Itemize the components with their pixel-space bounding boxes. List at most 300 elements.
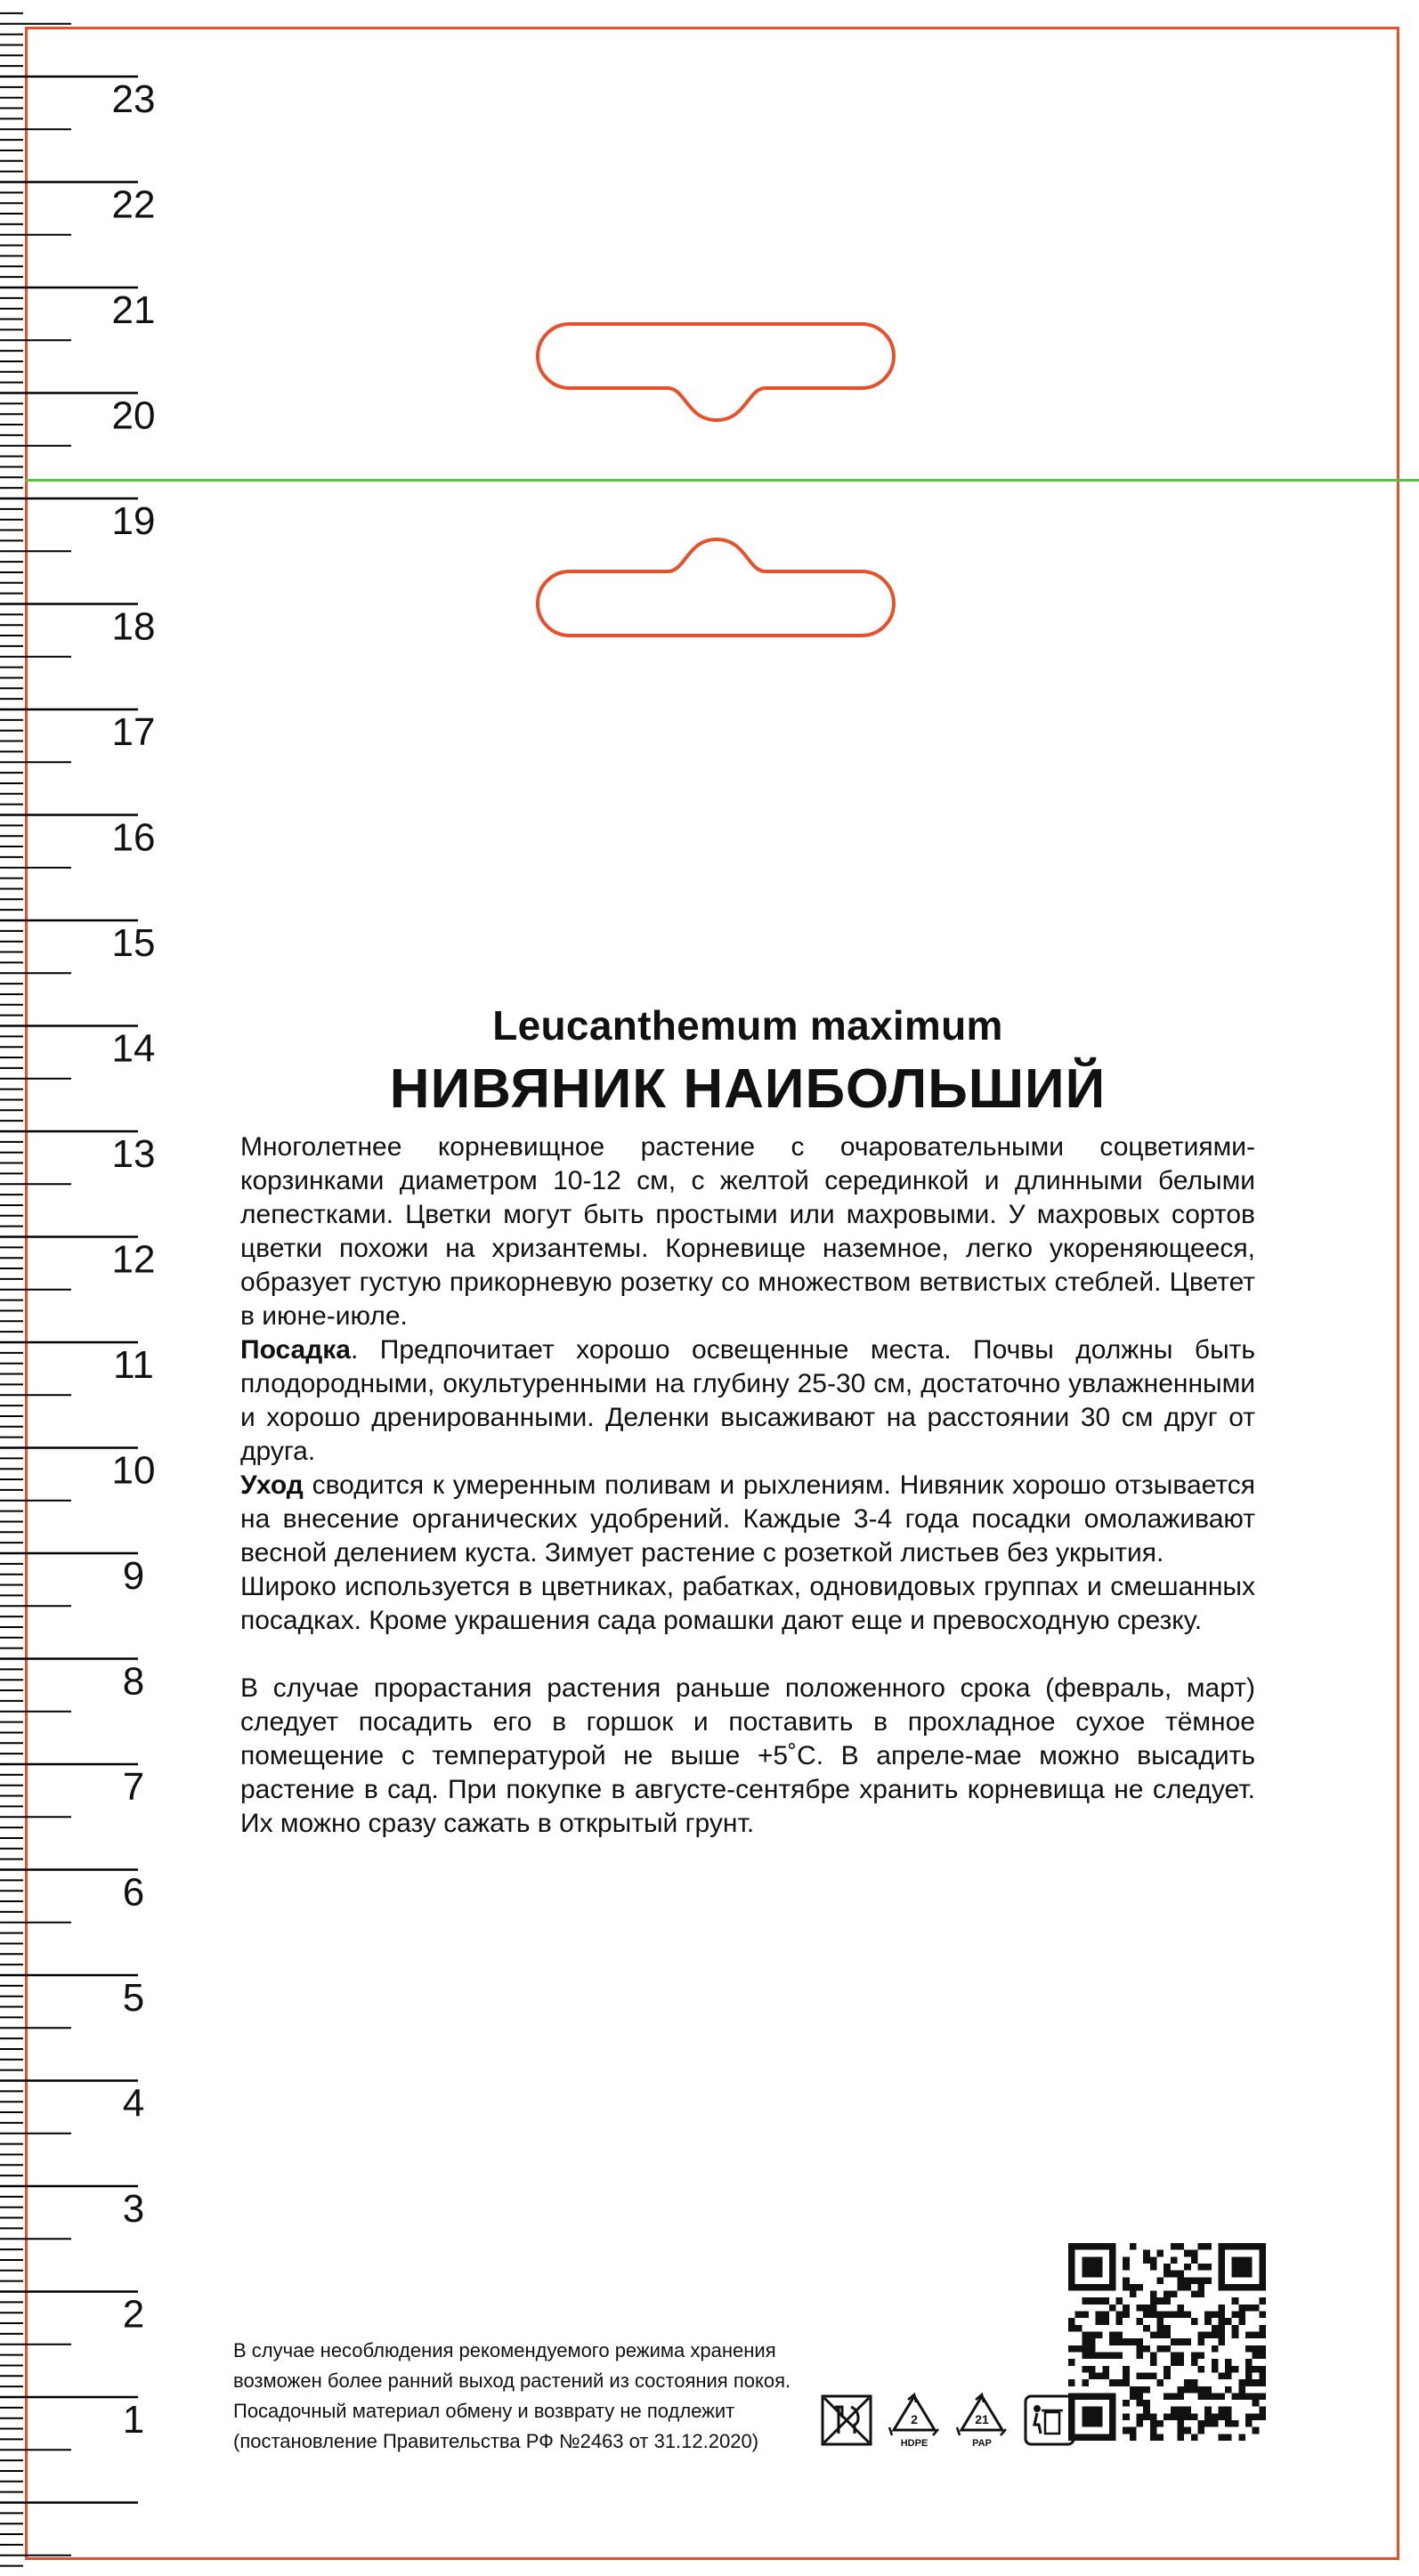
ruler-label: 6 (122, 1870, 145, 1915)
qr-module (1253, 2427, 1260, 2434)
qr-module (1150, 2372, 1157, 2379)
qr-module (1096, 2318, 1103, 2325)
ruler-label: 18 (111, 604, 156, 649)
qr-module (1253, 2413, 1260, 2420)
qr-module (1177, 2243, 1184, 2250)
footnote-line-2: возможен более ранний выход растений из состояния покоя. (233, 2369, 791, 2392)
qr-module (1137, 2413, 1144, 2420)
qr-module (1184, 2264, 1191, 2271)
qr-module (1232, 2332, 1239, 2339)
qr-module (1212, 2325, 1219, 2332)
qr-module (1089, 2338, 1096, 2345)
qr-module (1253, 2400, 1260, 2407)
qr-module (1232, 2366, 1239, 2373)
qr-module (1191, 2352, 1198, 2359)
qr-module (1191, 2413, 1198, 2420)
ruler-label: 16 (111, 815, 156, 860)
qr-module (1177, 2413, 1184, 2420)
recycle-label-hdpe: HDPE (900, 2438, 928, 2449)
qr-module (1171, 2338, 1178, 2345)
qr-module (1204, 2312, 1212, 2319)
qr-module (1164, 2325, 1171, 2332)
qr-module (1245, 2359, 1253, 2366)
qr-module (1164, 2345, 1171, 2353)
qr-module (1123, 2413, 1130, 2420)
qr-module (1225, 2386, 1232, 2394)
qr-module (1109, 2338, 1116, 2345)
care-paragraph (240, 1469, 1255, 1570)
qr-module (1184, 2407, 1191, 2414)
qr-module (1164, 2297, 1171, 2305)
qr-module (1143, 2372, 1150, 2379)
qr-module (1177, 2393, 1184, 2400)
qr-module (1096, 2297, 1103, 2305)
qr-module (1225, 2318, 1232, 2325)
qr-module (1184, 2338, 1191, 2345)
qr-module (1082, 2297, 1089, 2305)
qr-module (1232, 2325, 1239, 2332)
qr-module (1157, 2277, 1164, 2284)
qr-module (1143, 2305, 1150, 2312)
qr-module (1171, 2271, 1178, 2278)
qr-module (1204, 2393, 1212, 2400)
qr-module (1082, 2332, 1089, 2339)
qr-module (1245, 2305, 1253, 2312)
footnote-line-4: (постановление Правительства РФ №2463 от 31.12.2020) (233, 2430, 759, 2452)
qr-module (1259, 2312, 1266, 2319)
qr-module (1150, 2413, 1157, 2420)
qr-module (1259, 2297, 1266, 2305)
qr-module (1123, 2400, 1130, 2407)
qr-module (1171, 2359, 1178, 2366)
qr-module (1082, 2345, 1089, 2353)
qr-module (1109, 2379, 1116, 2386)
qr-module (1123, 2338, 1130, 2345)
qr-module (1143, 2256, 1150, 2264)
qr-module (1238, 2386, 1245, 2394)
qr-module (1232, 2297, 1239, 2305)
qr-module (1253, 2366, 1260, 2373)
qr-module (1150, 2332, 1157, 2339)
qr-module (1212, 2420, 1219, 2427)
qr-module (1102, 2318, 1109, 2325)
ruler-label: 7 (122, 1765, 145, 1809)
qr-module (1164, 2372, 1171, 2379)
qr-module (1137, 2372, 1144, 2379)
qr-module (1218, 2434, 1225, 2441)
qr-module (1177, 2427, 1184, 2434)
qr-module (1245, 2420, 1253, 2427)
qr-module (1259, 2345, 1266, 2353)
qr-module (1123, 2372, 1130, 2379)
ruler-label: 4 (122, 2081, 145, 2126)
qr-module (1075, 2325, 1082, 2332)
recycle-number-hdpe: 2 (911, 2412, 918, 2426)
planting-label: Посадка (240, 1335, 351, 1365)
qr-module (1177, 2407, 1184, 2414)
qr-module (1123, 2256, 1130, 2264)
qr-module (1157, 2250, 1164, 2257)
qr-module (1204, 2264, 1212, 2271)
qr-module (1259, 2352, 1266, 2359)
qr-module (1130, 2434, 1137, 2441)
qr-module (1143, 2325, 1150, 2332)
qr-module (1197, 2277, 1204, 2284)
qr-module (1238, 2434, 1245, 2441)
qr-module (1191, 2379, 1198, 2386)
qr-module (1123, 2427, 1130, 2434)
qr-module (1089, 2332, 1096, 2339)
qr-module (1238, 2379, 1245, 2386)
qr-module (1123, 2305, 1130, 2312)
qr-module (1089, 2366, 1096, 2373)
qr-module (1164, 2366, 1171, 2373)
qr-module (1191, 2256, 1198, 2264)
qr-module (1253, 2393, 1260, 2400)
storage-paragraph: В случае прорастания растения раньше положенного срока (февраль, март) следует посадить его в горшок и поставить в прохладное сухое тёмное помещение с температурой не выше +5˚С. В апреле-мае можно высадить растение в сад. При покупке в августе-сентябре хранить корневища не следует. Их можно сразу сажать в открытый грунт. (240, 1673, 1255, 1838)
qr-module (1150, 2420, 1157, 2427)
qr-module (1197, 2284, 1204, 2291)
ruler-label: 20 (111, 393, 156, 438)
footnote-line-1: В случае несоблюдения рекомендуемого режима хранения (233, 2339, 776, 2361)
qr-module (1197, 2264, 1204, 2271)
qr-module (1150, 2312, 1157, 2319)
footnote-line-3: Посадочный материал обмену и возврату не подлежит (233, 2400, 735, 2422)
qr-module (1259, 2332, 1266, 2339)
care-text: сводится к умеренным поливам и рыхлениям. Нивяник хорошо отзывается на внесение органических удобрений. Каждые 3-4 года посадки омолаживают весной делением куста. Зимует растение с розеткой листьев без укрытия. (240, 1470, 1255, 1567)
qr-module (1218, 2407, 1225, 2414)
qr-module (1089, 2345, 1096, 2353)
ruler-label: 21 (111, 288, 156, 332)
qr-module (1150, 2359, 1157, 2366)
qr-module (1232, 2312, 1239, 2319)
qr-module (1116, 2379, 1123, 2386)
qr-module (1238, 2312, 1245, 2319)
ruler-label: 5 (122, 1976, 145, 2020)
qr-module (1177, 2420, 1184, 2427)
qr-module (1143, 2250, 1150, 2257)
qr-module (1068, 2345, 1075, 2353)
qr-module (1204, 2407, 1212, 2414)
qr-module (1130, 2393, 1137, 2400)
qr-module (1130, 2427, 1137, 2434)
qr-module (1150, 2264, 1157, 2271)
qr-module (1253, 2332, 1260, 2339)
qr-module (1137, 2318, 1144, 2325)
qr-module (1191, 2291, 1198, 2298)
qr-module (1191, 2434, 1198, 2441)
ruler-label: 2 (122, 2292, 145, 2337)
qr-module (1137, 2284, 1144, 2291)
qr-module (1191, 2318, 1198, 2325)
qr-module (1130, 2386, 1137, 2394)
qr-module (1184, 2312, 1191, 2319)
qr-module (1225, 2359, 1232, 2366)
qr-module (1157, 2345, 1164, 2353)
qr-module (1137, 2345, 1144, 2353)
qr-module (1123, 2312, 1130, 2319)
qr-module (1191, 2277, 1198, 2284)
ruler-label: 9 (122, 1554, 145, 1598)
qr-module (1184, 2379, 1191, 2386)
description (240, 1130, 1255, 1841)
qr-module (1171, 2243, 1178, 2250)
qr-module (1123, 2366, 1130, 2373)
qr-module (1150, 2305, 1157, 2312)
qr-module (1102, 2352, 1109, 2359)
qr-module (1157, 2297, 1164, 2305)
qr-module (1191, 2386, 1198, 2394)
qr-module (1171, 2352, 1178, 2359)
qr-module (1102, 2366, 1109, 2373)
qr-module (1089, 2352, 1096, 2359)
qr-module (1068, 2318, 1075, 2325)
qr-module (1197, 2386, 1204, 2394)
qr-module (1259, 2379, 1266, 2386)
qr-module (1171, 2291, 1178, 2298)
ruler-label: 13 (111, 1132, 156, 1176)
qr-module (1143, 2386, 1150, 2394)
qr-module (1171, 2256, 1178, 2264)
qr-module (1218, 2393, 1225, 2400)
qr-module (1197, 2420, 1204, 2427)
description-intro: Многолетнее корневищное растение с очаровательными соцветиями-корзинками диаметром 10-12 см, с желтой серединкой и длинными белыми лепестками. Цветки могут быть простыми или махровыми. У махровых сортов цветки похожи на хризантемы. Корневище наземное, легко укореняющееся, образует густую прикорневую розетку со множеством ветвистых стеблей. Цветет в июне-июле. (240, 1132, 1255, 1331)
qr-module (1177, 2277, 1184, 2284)
qr-module (1204, 2332, 1212, 2339)
qr-module (1123, 2264, 1130, 2271)
qr-module (1137, 2338, 1144, 2345)
paragraph-gap (240, 1638, 1255, 1672)
qr-module (1116, 2352, 1123, 2359)
qr-module (1204, 2386, 1212, 2394)
qr-module (1164, 2413, 1171, 2420)
qr-module (1143, 2413, 1150, 2420)
ruler-label: 23 (111, 77, 156, 121)
qr-module (1245, 2332, 1253, 2339)
qr-module (1130, 2284, 1137, 2291)
qr-module (1096, 2332, 1103, 2339)
qr-module (1232, 2256, 1253, 2277)
qr-module (1245, 2393, 1253, 2400)
qr-module (1150, 2291, 1157, 2298)
qr-module (1184, 2427, 1191, 2434)
qr-module (1082, 2256, 1102, 2277)
qr-module (1218, 2332, 1225, 2339)
qr-module (1238, 2305, 1245, 2312)
recycle-pap-icon (954, 2391, 1010, 2450)
qr-module (1137, 2400, 1144, 2407)
qr-module (1171, 2393, 1178, 2400)
qr-module (1191, 2250, 1198, 2257)
qr-module (1109, 2332, 1116, 2339)
qr-module (1259, 2325, 1266, 2332)
qr-module (1137, 2352, 1144, 2359)
qr-module (1068, 2325, 1075, 2332)
qr-module (1184, 2284, 1191, 2291)
qr-module (1218, 2318, 1225, 2325)
ruler-label: 17 (111, 710, 156, 754)
qr-code (1068, 2243, 1266, 2441)
qr-module (1109, 2352, 1116, 2359)
qr-module (1116, 2318, 1123, 2325)
qr-module (1212, 2312, 1219, 2319)
qr-module (1075, 2312, 1082, 2319)
qr-module (1082, 2338, 1089, 2345)
qr-module (1150, 2256, 1157, 2264)
qr-module (1191, 2359, 1198, 2366)
ruler-label: 14 (111, 1026, 156, 1071)
qr-module (1089, 2297, 1096, 2305)
qr-module (1157, 2434, 1164, 2441)
qr-module (1116, 2312, 1123, 2319)
qr-module (1245, 2345, 1253, 2353)
qr-module (1232, 2420, 1239, 2427)
qr-module (1212, 2366, 1219, 2373)
qr-module (1143, 2407, 1150, 2414)
qr-module (1197, 2427, 1204, 2434)
qr-module (1157, 2325, 1164, 2332)
qr-module (1171, 2407, 1178, 2414)
qr-module (1204, 2420, 1212, 2427)
qr-module (1253, 2352, 1260, 2359)
qr-module (1204, 2413, 1212, 2420)
qr-module (1225, 2413, 1232, 2420)
qr-module (1082, 2379, 1089, 2386)
qr-module (1212, 2413, 1219, 2420)
qr-module (1116, 2297, 1123, 2305)
qr-module (1123, 2284, 1130, 2291)
ruler-label: 22 (111, 182, 156, 227)
ruler-label: 1 (122, 2398, 145, 2442)
qr-module (1253, 2379, 1260, 2386)
qr-module (1245, 2413, 1253, 2420)
qr-module (1177, 2338, 1184, 2345)
qr-module (1225, 2407, 1232, 2414)
packaging-symbols (819, 2390, 1077, 2450)
qr-module (1225, 2434, 1232, 2441)
qr-module (1259, 2366, 1266, 2373)
recycle-label-pap: PAP (972, 2438, 992, 2449)
qr-module (1130, 2338, 1137, 2345)
qr-module (1164, 2291, 1171, 2298)
qr-module (1197, 2291, 1204, 2298)
qr-module (1137, 2305, 1144, 2312)
qr-module (1218, 2413, 1225, 2420)
qr-module (1137, 2393, 1144, 2400)
qr-module (1212, 2359, 1219, 2366)
qr-module (1253, 2345, 1260, 2353)
hang-hole-top (534, 320, 899, 445)
qr-module (1137, 2420, 1144, 2427)
qr-module (1197, 2366, 1204, 2373)
qr-module (1164, 2271, 1171, 2278)
qr-module (1177, 2386, 1184, 2394)
qr-module (1150, 2434, 1157, 2441)
qr-module (1177, 2434, 1184, 2441)
hang-hole-bottom (534, 534, 899, 659)
latin-name: Leucanthemum maximum (492, 1002, 1003, 1049)
qr-module (1102, 2312, 1109, 2319)
qr-module (1259, 2393, 1266, 2400)
qr-module (1068, 2379, 1075, 2386)
qr-module (1218, 2312, 1225, 2319)
planting-paragraph (240, 1333, 1255, 1469)
qr-module (1102, 2297, 1109, 2305)
qr-module (1177, 2352, 1184, 2359)
qr-module (1082, 2366, 1089, 2373)
qr-module (1157, 2379, 1164, 2386)
qr-module (1238, 2318, 1245, 2325)
qr-module (1164, 2393, 1171, 2400)
qr-module (1096, 2352, 1103, 2359)
ruler-label: 8 (122, 1659, 145, 1704)
qr-module (1259, 2413, 1266, 2420)
qr-module (1157, 2332, 1164, 2339)
footnote (233, 2336, 856, 2457)
qr-module (1164, 2312, 1171, 2319)
qr-module (1238, 2393, 1245, 2400)
qr-module (1184, 2413, 1191, 2420)
qr-module (1197, 2393, 1204, 2400)
qr-module (1245, 2372, 1253, 2379)
qr-module (1143, 2312, 1150, 2319)
qr-module (1089, 2372, 1096, 2379)
qr-module (1082, 2352, 1089, 2359)
qr-module (1164, 2264, 1171, 2271)
qr-module (1096, 2372, 1103, 2379)
qr-module (1150, 2352, 1157, 2359)
qr-module (1116, 2338, 1123, 2345)
ruler (0, 0, 160, 2576)
qr-module (1184, 2277, 1191, 2284)
qr-module (1218, 2338, 1225, 2345)
qr-module (1177, 2271, 1184, 2278)
qr-module (1197, 2352, 1204, 2359)
no-food-contact-icon (819, 2391, 874, 2450)
qr-module (1068, 2359, 1075, 2366)
qr-module (1102, 2372, 1109, 2379)
qr-module (1245, 2379, 1253, 2386)
ruler-label: 10 (111, 1448, 156, 1493)
qr-module (1123, 2277, 1130, 2284)
qr-module (1218, 2305, 1225, 2312)
qr-module (1184, 2250, 1191, 2257)
qr-module (1143, 2400, 1150, 2407)
qr-module (1204, 2318, 1212, 2325)
qr-module (1123, 2379, 1130, 2386)
recycle-hdpe-icon (887, 2391, 942, 2450)
qr-module (1171, 2312, 1178, 2319)
qr-module (1225, 2372, 1232, 2379)
qr-module (1259, 2407, 1266, 2414)
qr-module (1082, 2407, 1102, 2427)
qr-module (1171, 2413, 1178, 2420)
qr-module (1157, 2312, 1164, 2319)
qr-module (1157, 2318, 1164, 2325)
qr-module (1197, 2338, 1204, 2345)
qr-module (1253, 2305, 1260, 2312)
qr-module (1204, 2277, 1212, 2284)
qr-module (1109, 2305, 1116, 2312)
qr-module (1130, 2243, 1137, 2250)
qr-module (1218, 2325, 1225, 2332)
qr-module (1177, 2284, 1184, 2291)
qr-module (1232, 2393, 1239, 2400)
qr-module (1218, 2372, 1225, 2379)
qr-module (1130, 2291, 1137, 2298)
qr-module (1082, 2312, 1089, 2319)
qr-module (1143, 2345, 1150, 2353)
